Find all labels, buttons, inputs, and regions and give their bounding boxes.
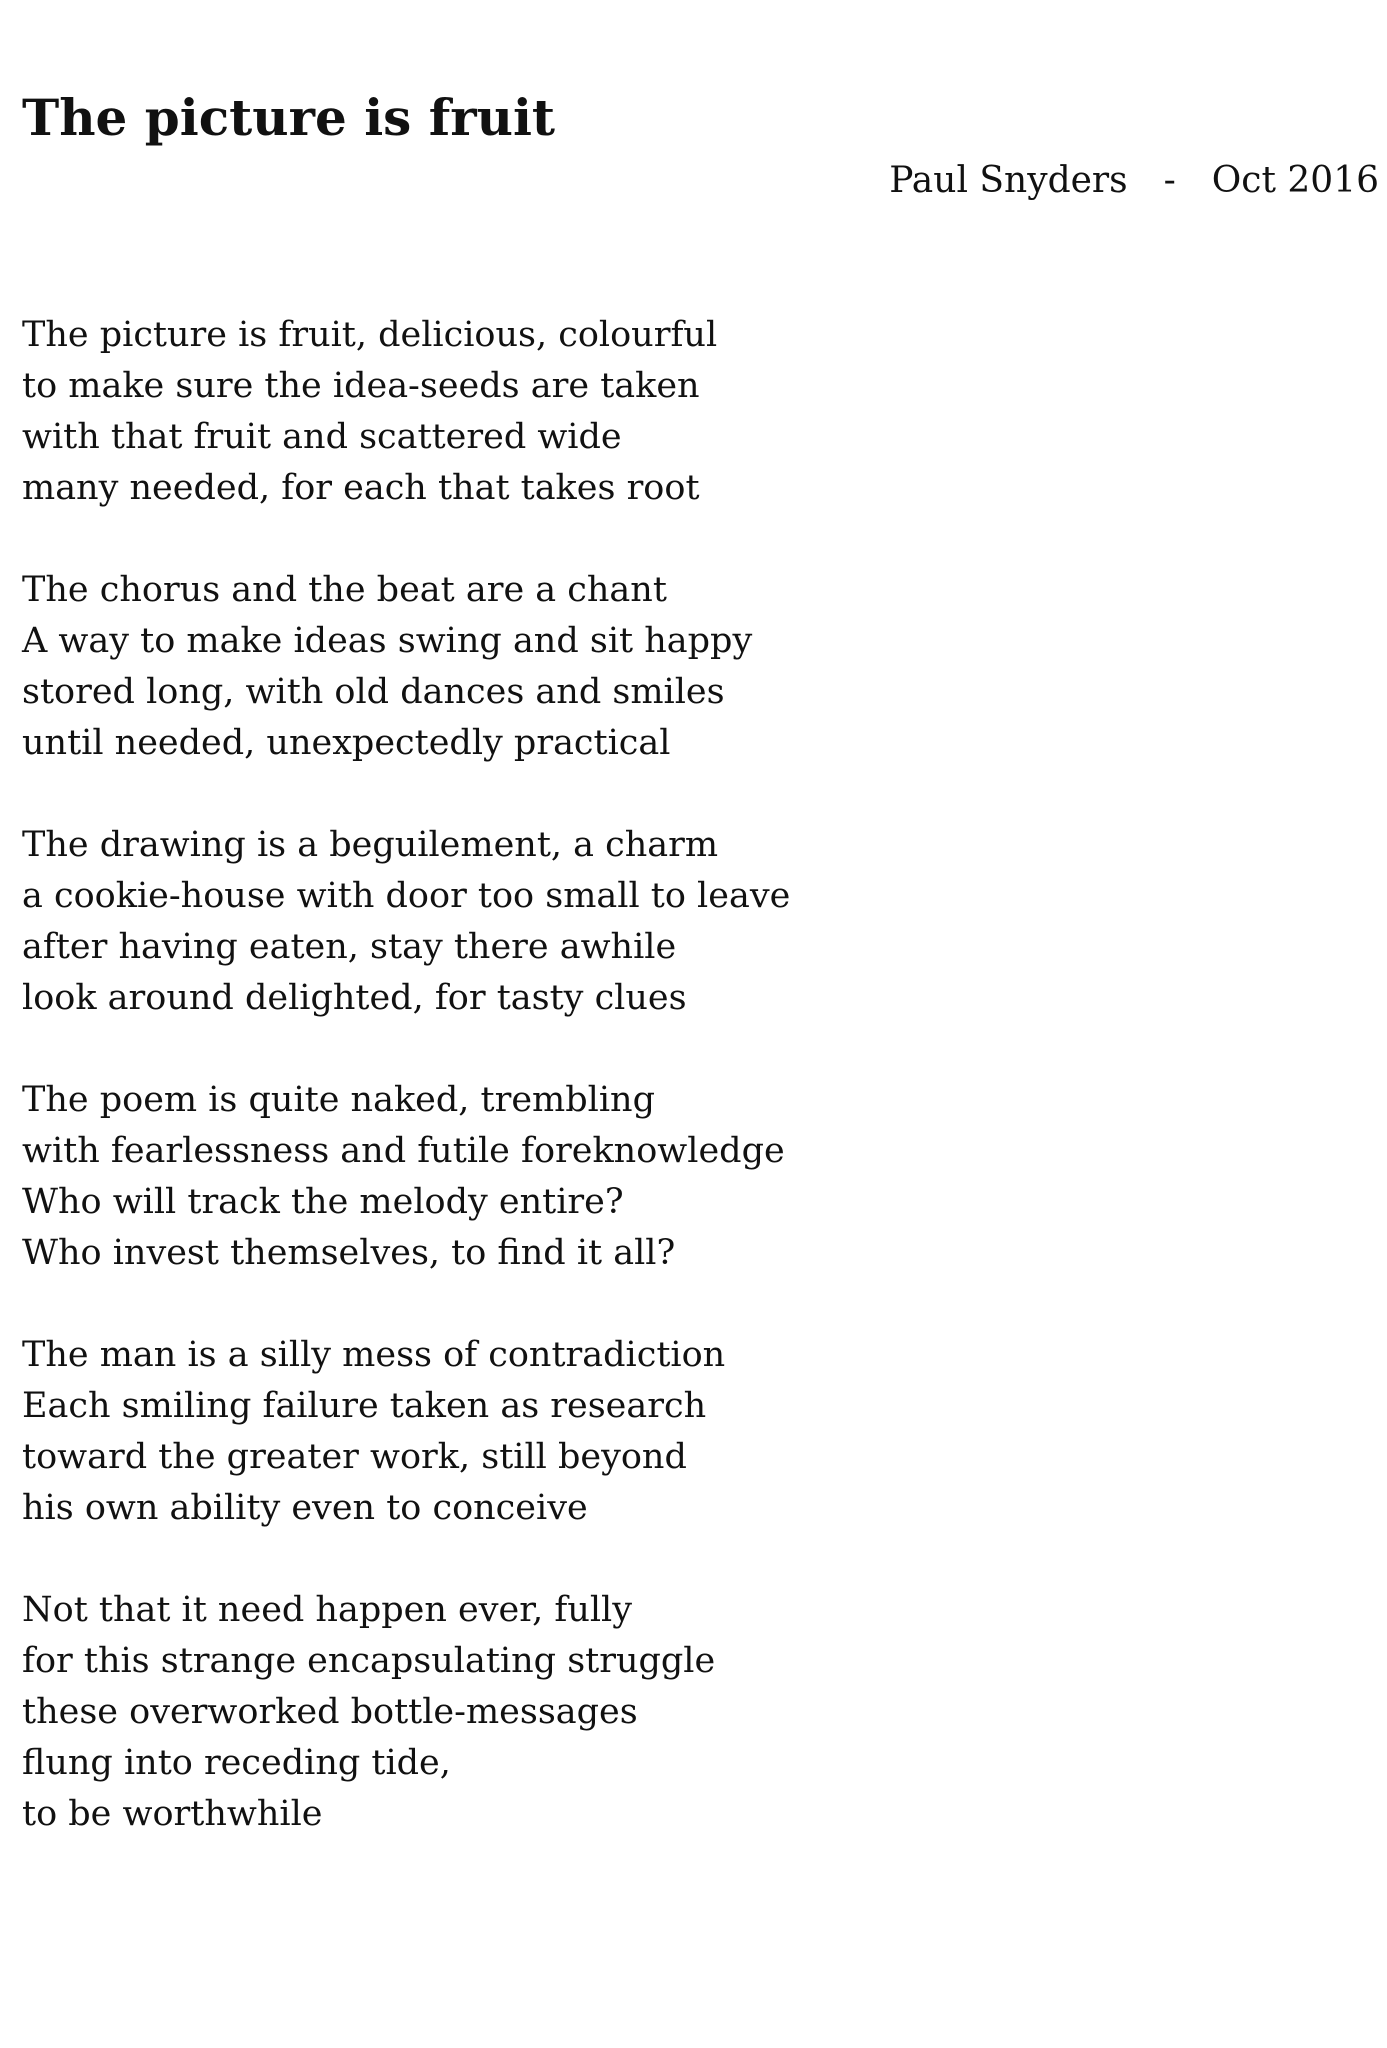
poem-line: toward the greater work, still beyond xyxy=(22,1437,687,1477)
poem-line: look around delighted, for tasty clues xyxy=(22,978,687,1018)
poem-line: Not that it need happen ever, fully xyxy=(22,1590,633,1630)
poem-line: after having eaten, stay there awhile xyxy=(22,927,677,967)
poem-line: A way to make ideas swing and sit happy xyxy=(22,621,753,661)
poem-line: until needed, unexpectedly practical xyxy=(22,723,671,763)
poem-line: his own ability even to conceive xyxy=(22,1488,588,1528)
stanza-2 xyxy=(22,565,1362,769)
author-name: Paul Snyders xyxy=(889,160,1128,201)
poem-line: with that fruit and scattered wide xyxy=(22,417,622,457)
poem-line: these overworked bottle-messages xyxy=(22,1692,638,1732)
poem-line: The chorus and the beat are a chant xyxy=(22,570,667,610)
poem-title: The picture is fruit xyxy=(22,88,556,147)
poem-line: to be worthwhile xyxy=(22,1794,323,1834)
poem-line: for this strange encapsulating struggle xyxy=(22,1641,716,1681)
poem-line: The drawing is a beguilement, a charm xyxy=(22,825,719,865)
poem-line: The picture is fruit, delicious, colourful xyxy=(22,315,718,355)
poem-line: The poem is quite naked, trembling xyxy=(22,1080,655,1120)
poem-body xyxy=(22,310,1362,1891)
byline xyxy=(889,158,1379,204)
poem-line: Who invest themselves, to find it all? xyxy=(22,1233,676,1273)
stanza-1 xyxy=(22,310,1362,514)
poem-line: a cookie-house with door too small to leave xyxy=(22,876,791,916)
poem-line: with fearlessness and futile foreknowledge xyxy=(22,1131,785,1171)
poem-line: to make sure the idea-seeds are taken xyxy=(22,366,700,406)
poem-line: stored long, with old dances and smiles xyxy=(22,672,725,712)
poem-line: flung into receding tide, xyxy=(22,1743,451,1783)
poem-line: Each smiling failure taken as research xyxy=(22,1386,707,1426)
byline-separator: - xyxy=(1163,160,1176,201)
stanza-5 xyxy=(22,1330,1362,1534)
stanza-3 xyxy=(22,820,1362,1024)
poem-line: The man is a silly mess of contradiction xyxy=(22,1335,726,1375)
poem-date: Oct 2016 xyxy=(1211,160,1379,201)
stanza-6 xyxy=(22,1585,1362,1840)
poem-line: Who will track the melody entire? xyxy=(22,1182,624,1222)
poem-line: many needed, for each that takes root xyxy=(22,468,700,508)
stanza-4 xyxy=(22,1075,1362,1279)
